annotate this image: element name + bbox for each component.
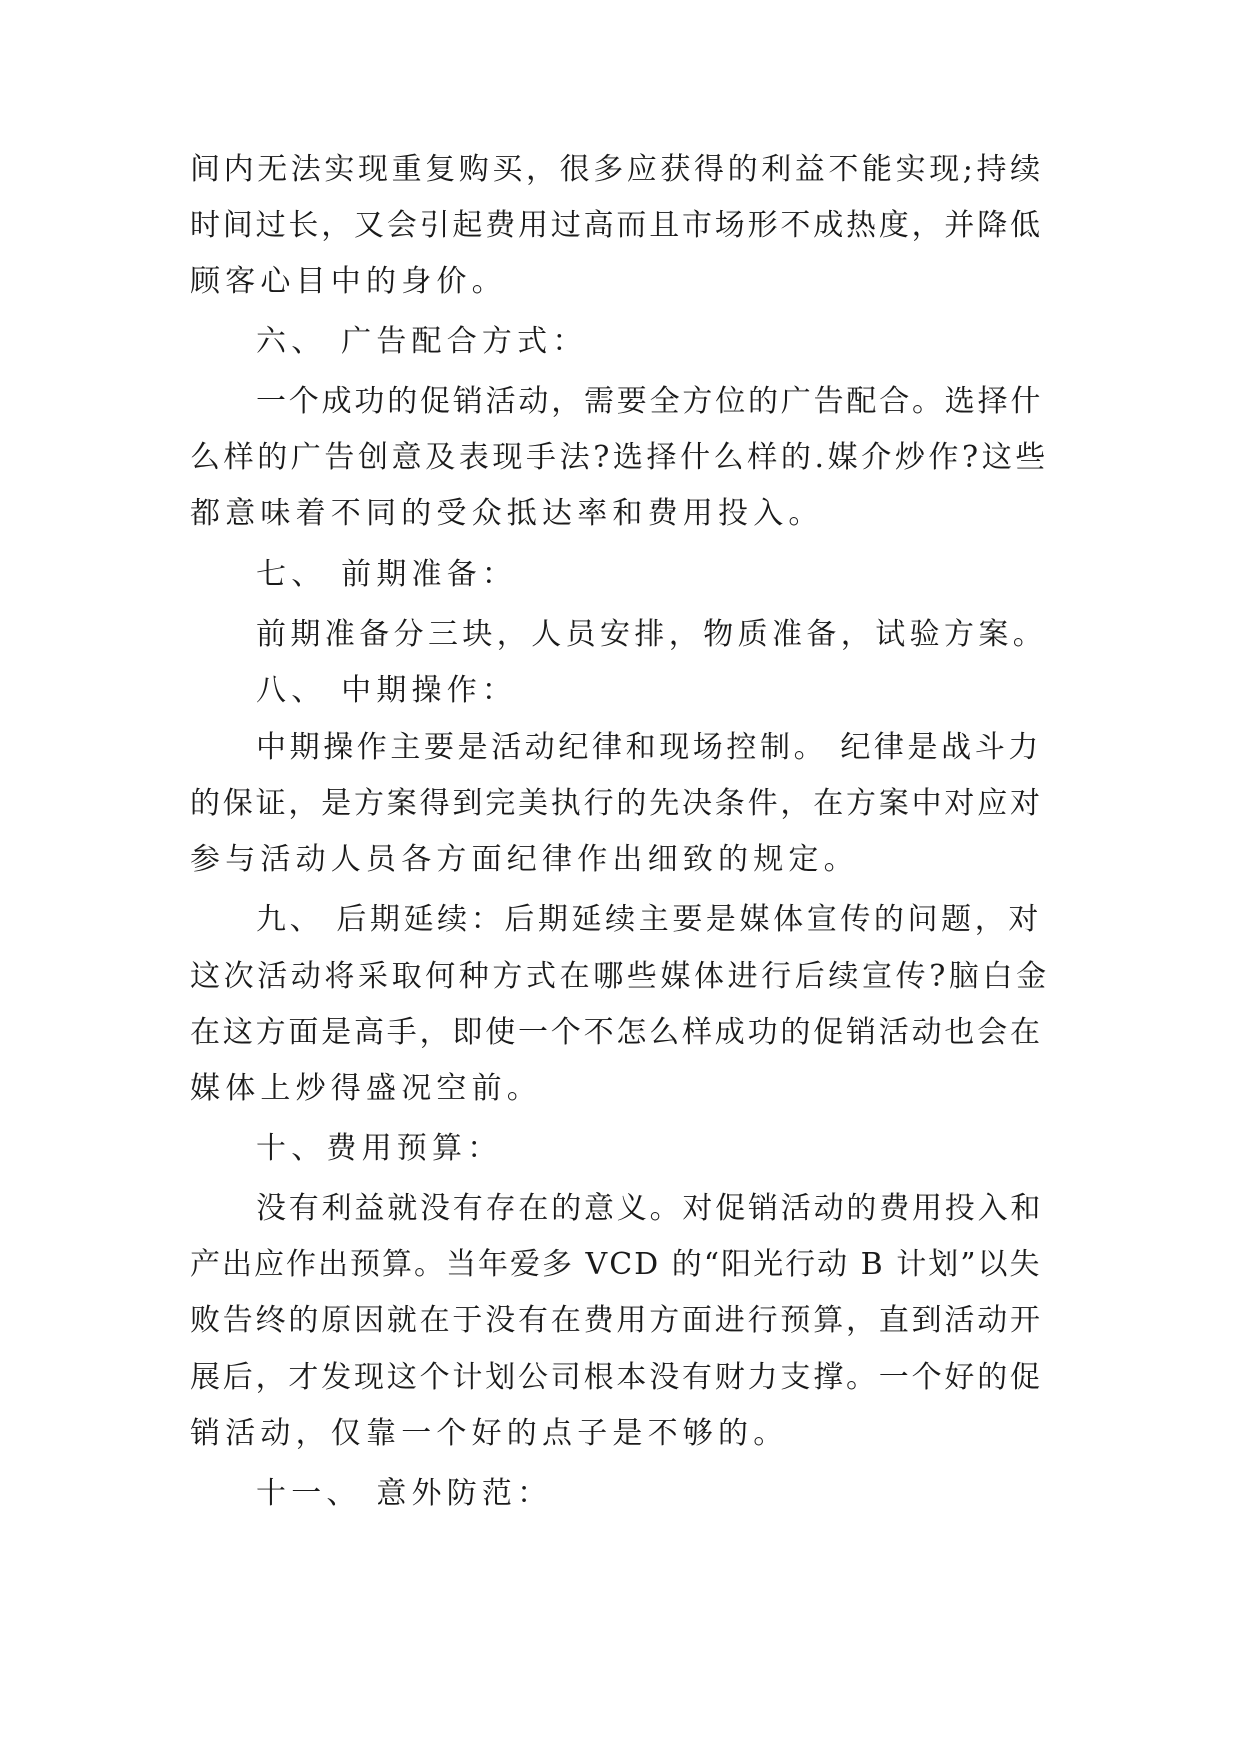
text-line: 败告终的原因就在于没有在费用方面进行预算，直到活动开	[190, 1303, 1043, 1338]
section-heading: 六、 广告配合方式：	[256, 324, 588, 359]
text-line: 一个成功的促销活动，需要全方位的广告配合。选择什	[256, 384, 1044, 419]
text-line: 间内无法实现重复购买，很多应获得的利益不能实现;持续	[190, 152, 1044, 187]
text-line: 这次活动将采取何种方式在哪些媒体进行后续宣传?脑白金	[190, 959, 1050, 994]
section-heading: 十、费用预算：	[256, 1131, 503, 1166]
text-line: 展后，才发现这个计划公司根本没有财力支撑。一个好的促	[190, 1360, 1043, 1395]
section-heading: 十一、 意外防范：	[256, 1476, 553, 1511]
text-line: 销活动，仅靠一个好的点子是不够的。	[190, 1416, 789, 1451]
text-line: 中期操作主要是活动纪律和现场控制。 纪律是战斗力	[256, 730, 1042, 765]
text-line: 产出应作出预算。当年爱多 VCD 的“阳光行动 B 计划”以失	[190, 1247, 1042, 1282]
text-line: 的保证，是方案得到完美执行的先决条件，在方案中对应对	[190, 786, 1043, 821]
text-line: 媒体上炒得盛况空前。	[190, 1071, 542, 1106]
text-line: 前期准备分三块，人员安排，物质准备，试验方案。	[256, 617, 1048, 652]
text-line: 都意味着不同的受众抵达率和费用投入。	[190, 496, 824, 531]
section-heading: 八、 中期操作：	[256, 673, 518, 708]
text-line: 顾客心目中的身价。	[190, 264, 507, 299]
text-line: 时间过长，又会引起费用过高而且市场形不成热度，并降低	[190, 208, 1043, 243]
text-line: 参与活动人员各方面纪律作出细致的规定。	[190, 842, 859, 877]
section-heading: 七、 前期准备：	[256, 557, 518, 592]
text-line: 没有利益就没有存在的意义。对促销活动的费用投入和	[256, 1191, 1044, 1226]
text-line: 九、 后期延续：后期延续主要是媒体宣传的问题，对	[256, 902, 1042, 937]
text-line: 么样的广告创意及表现手法?选择什么样的.媒介炒作?这些	[190, 440, 1049, 475]
text-line: 在这方面是高手，即使一个不怎么样成功的促销活动也会在	[190, 1015, 1043, 1050]
